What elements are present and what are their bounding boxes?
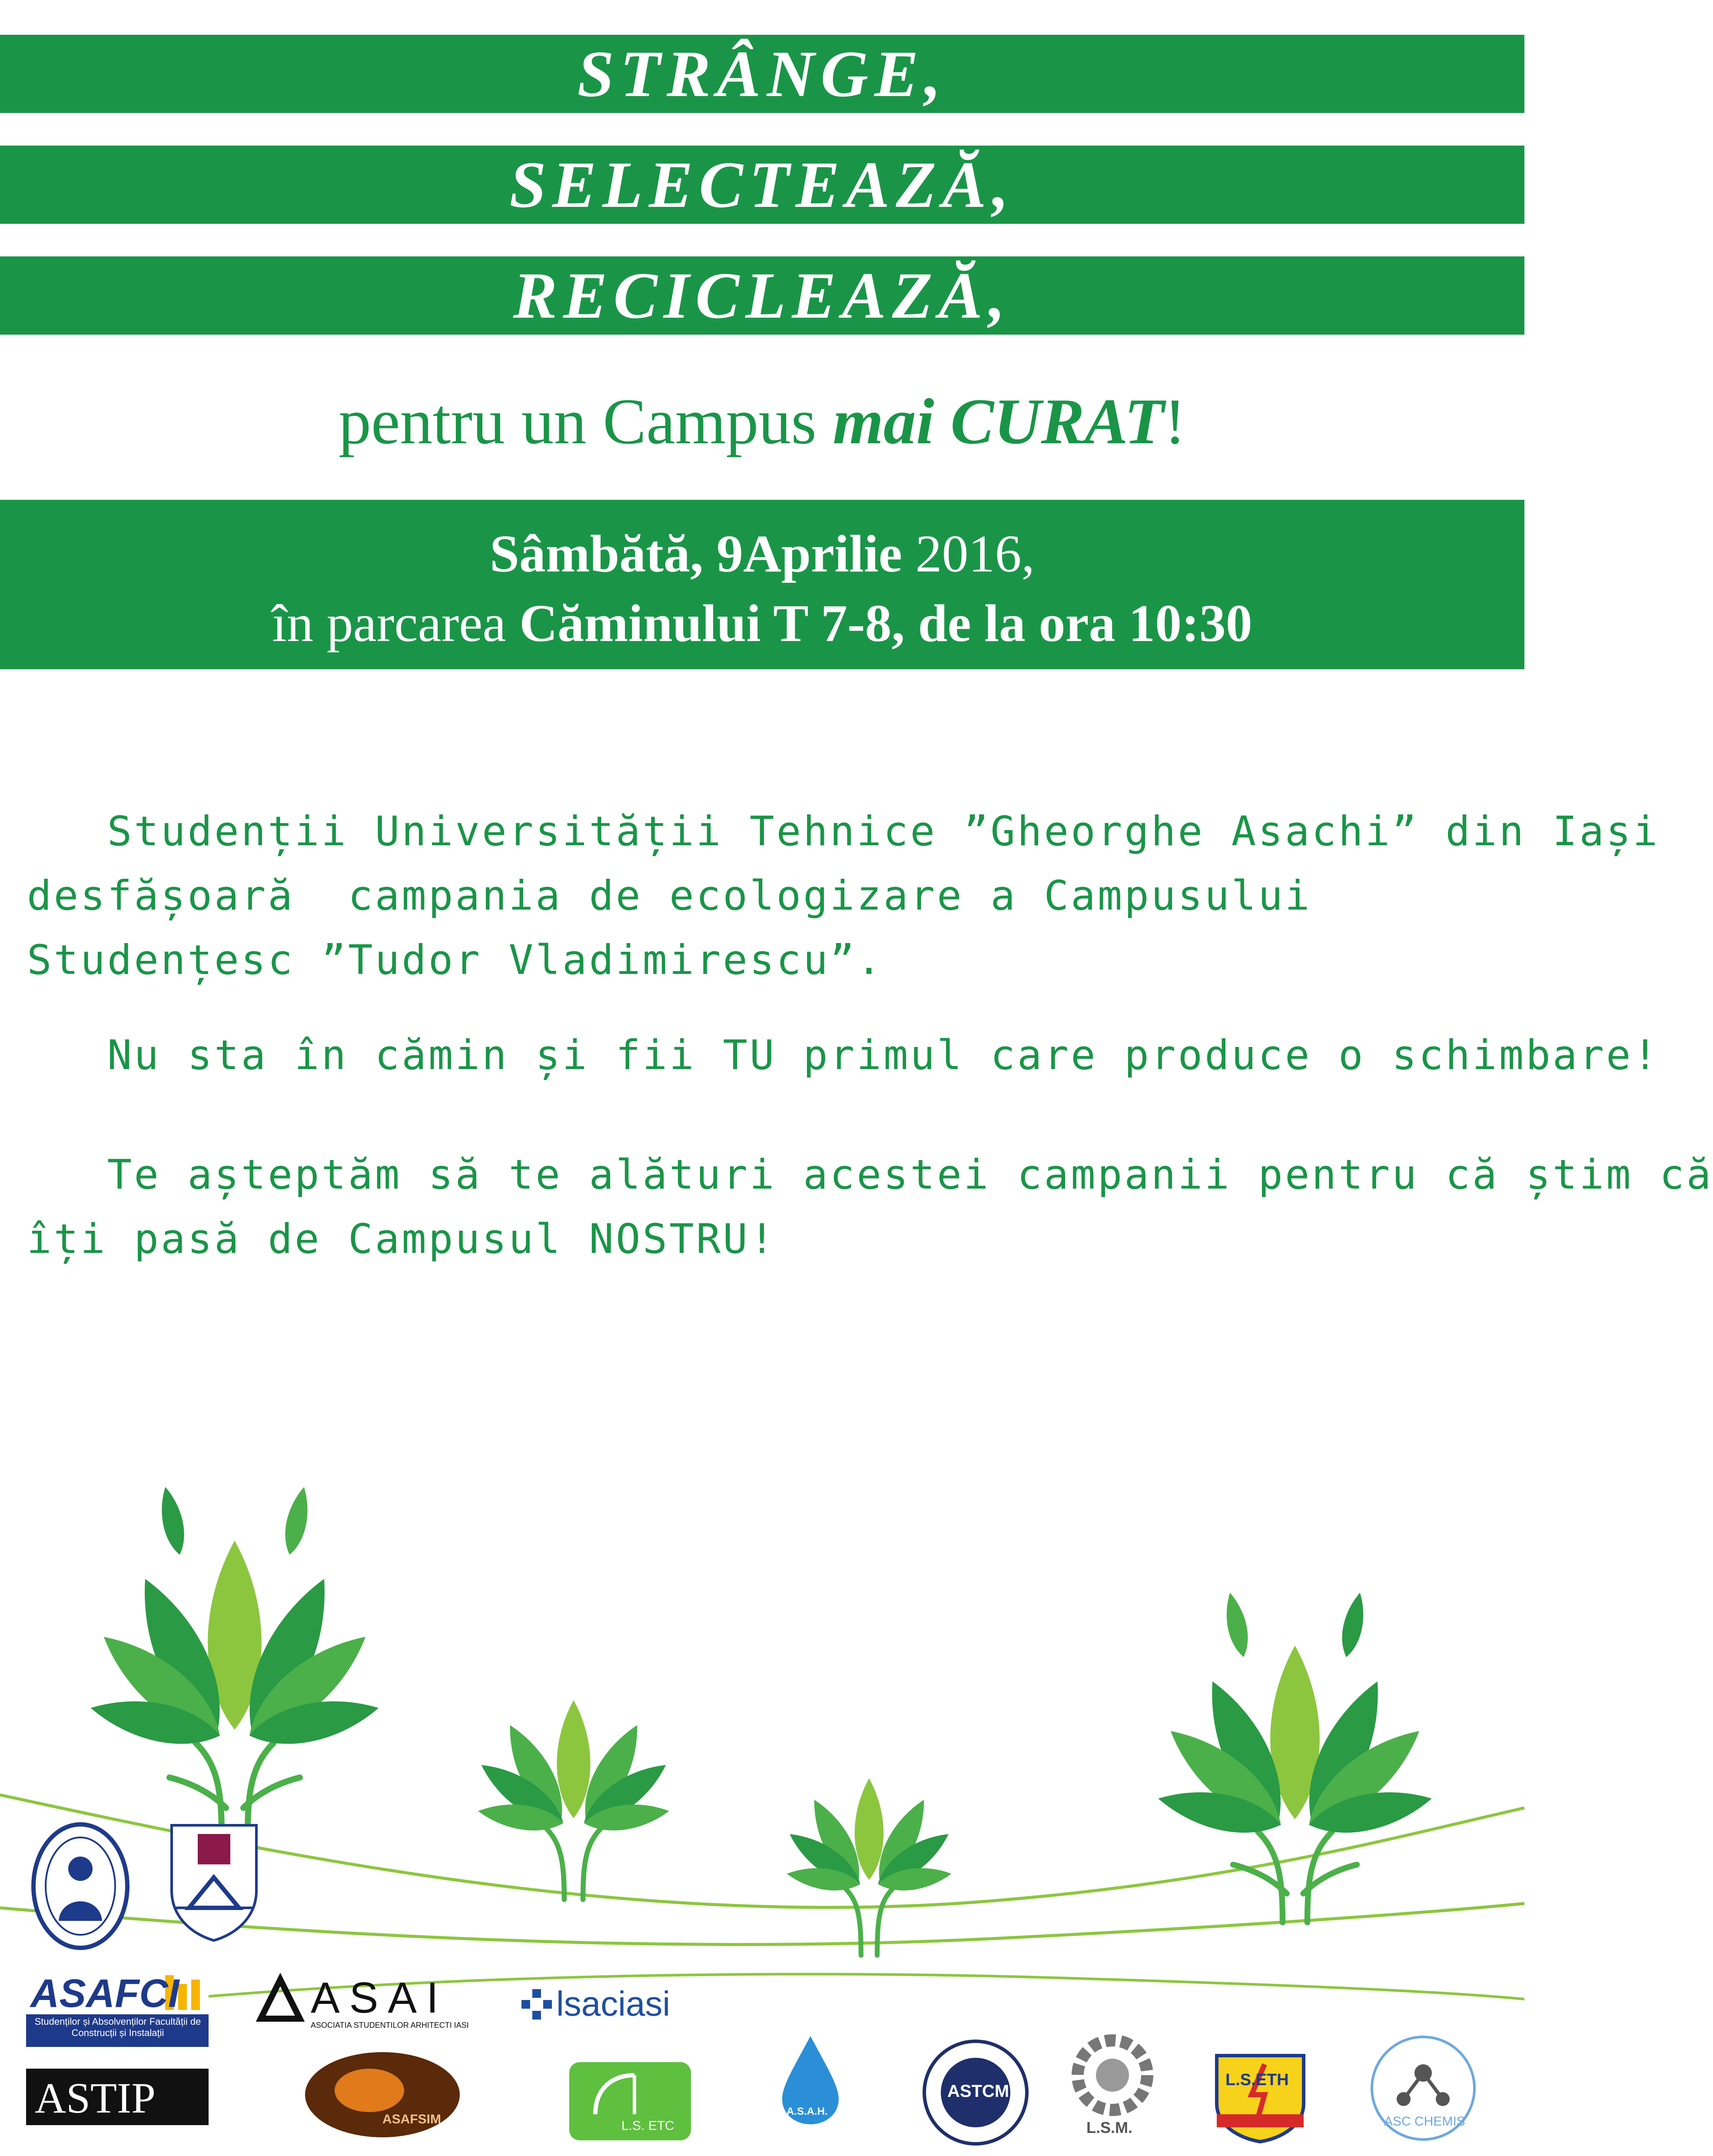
event-date-year: 2016, <box>902 525 1035 583</box>
event-location-prefix: în parcarea <box>272 594 520 653</box>
astip-logo <box>26 2069 209 2125</box>
asai-title: ASAI <box>311 1973 448 2022</box>
slogan-line-1: STRÂNGE, <box>577 37 947 110</box>
astcm-title: ASTCM <box>947 2082 1009 2101</box>
lseth-logo <box>1208 2038 1312 2143</box>
subtitle-prefix: pentru un Campus <box>338 385 833 458</box>
asc-chemis-logo <box>1369 2034 1477 2143</box>
astip-title: ASTIP <box>35 2074 156 2122</box>
faculty-shield-logo <box>167 1821 261 1943</box>
slogan-line-2: SELECTEAZĂ, <box>509 148 1015 221</box>
trees-illustration <box>0 1347 1524 2156</box>
event-date-bold: Sâmbătă, 9Aprilie <box>490 525 902 583</box>
asah-logo <box>778 2034 843 2143</box>
asah-title: A.S.A.H. <box>787 2106 828 2117</box>
asafci-logo <box>26 1971 209 2047</box>
paragraph-intro: Studenții Universității Tehnice ”Gheorghe Asachi” din Iași desfășoară campania de ecologizare a Campusului Studențesc ”Tudor Vladimirescu”. <box>27 808 1660 984</box>
lsetc-title: L.S. ETC <box>621 2119 674 2133</box>
astcm-logo <box>921 2038 1030 2147</box>
tree-2 <box>473 1700 674 1900</box>
tree-3 <box>783 1778 956 1955</box>
event-band <box>0 500 1524 669</box>
tree-4 <box>1155 1591 1436 1922</box>
asafci-title: ASAFCI <box>30 1971 179 2016</box>
event-location-bold: Căminului T 7-8, de la ora 10:30 <box>519 594 1252 653</box>
asafci-caption: Studenților și Absolvenților Facultății de Construcții și Instalații <box>34 2016 201 2038</box>
asai-logo <box>256 1975 474 2032</box>
event-location <box>0 589 1524 658</box>
slogan-band-3 <box>0 256 1524 335</box>
slogan-band-1 <box>0 35 1524 113</box>
lsm-title: L.S.M. <box>1086 2119 1132 2136</box>
asafsim-logo <box>304 2051 461 2138</box>
paragraph-call: Nu sta în cămin și fii TU primul care produce o schimbare! <box>27 1032 1660 1079</box>
paragraph-invite: Te așteptăm să te alături acestei campanii pentru că știm că îți pasă de Campusul NOSTRU! <box>27 1151 1713 1263</box>
subtitle <box>0 382 1524 461</box>
university-crest-logo <box>30 1821 130 1951</box>
lsaciasi-title: lsaciasi <box>556 1984 671 2023</box>
lseth-title: L.S.ETH <box>1225 2071 1289 2089</box>
slogan-line-3: RECICLEAZĂ, <box>513 259 1012 332</box>
asai-caption: ASOCIATIA STUDENTILOR ARHITECTI IASI <box>311 2021 469 2030</box>
lsm-logo <box>1069 2034 1156 2143</box>
lsaciasi-logo <box>521 1984 739 2027</box>
event-date <box>0 500 1524 589</box>
lsetc-logo <box>569 2062 691 2140</box>
asc-chemis-title: ASC CHEMIS <box>1384 2114 1465 2129</box>
subtitle-suffix: ! <box>1164 385 1186 458</box>
tree-1-hand <box>169 1743 300 1834</box>
slogan-band-2 <box>0 146 1524 224</box>
asafsim-title: ASAFSIM <box>382 2112 441 2126</box>
tree-1 <box>87 1485 383 1834</box>
subtitle-emphasis: mai CURAT <box>833 385 1165 458</box>
